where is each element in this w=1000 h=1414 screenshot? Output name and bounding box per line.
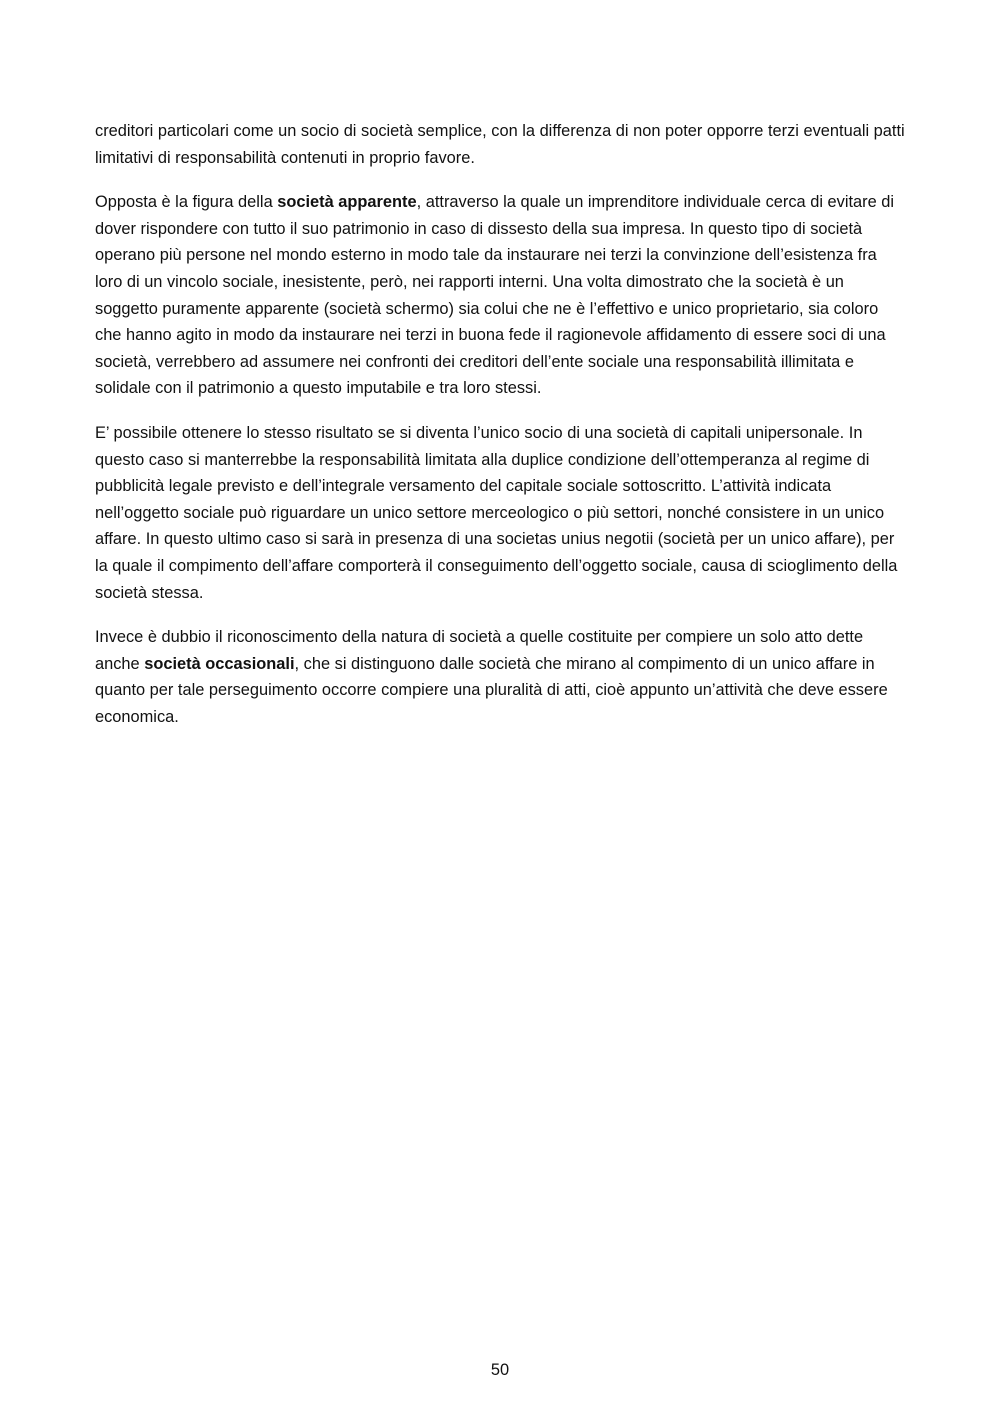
paragraph-text: , che si distinguono dalle società che mirano al compimento di un unico affare in quanto per tale perseguimento occorre compiere una pluralità di atti, cioè appunto un’attività che deve essere economica. <box>95 654 888 726</box>
bold-term-societa-apparente: società apparente <box>277 193 417 212</box>
paragraph-text: E’ possibile ottenere lo stesso risultato se si diventa l’unico socio di una società di capitali unipersonale. In questo caso si manterrebbe la responsabilità limitata alla duplice condizione dell’ottemperanza al regime di pubblicità legale previsto e dell’integrale versamento del capitale sociale sottoscritto. L’attività indicata nell’oggetto sociale può riguardare un unico settore merceologico o più settori, nonché consistere in un unico affare. In questo ultimo caso si sarà in presenza di una societas unius negotii (società per un unico affare), per la quale il compimento dell’affare comporterà il conseguimento dell’oggetto sociale, causa di scioglimento della società stessa. <box>95 423 898 602</box>
bold-term-societa-occasionali: società occasionali <box>144 654 295 673</box>
body-text <box>95 118 907 748</box>
paragraph-text: Opposta è la figura della <box>95 193 278 212</box>
paragraph-text: , attraverso la quale un imprenditore individuale cerca di evitare di dover rispondere con tutto il suo patrimonio in caso di dissesto della sua impresa. In questo tipo di società operano più persone nel mondo esterno in modo tale da instaurare nei terzi la convinzione dell’esistenza fra loro di un vincolo sociale, inesistente, però, nei rapporti interni. Una volta dimostrato che la società è un soggetto puramente apparente (società schermo) sia colui che ne è l’effettivo e unico proprietario, sia coloro che hanno agito in modo da instaurare nei terzi in buona fede il ragionevole affidamento di essere soci di una società, verrebbero ad assumere nei confronti dei creditori dell’ente sociale una responsabilità illimitata e solidale con il patrimonio a questo imputabile e tra loro stessi. <box>95 193 895 398</box>
paragraph-1 <box>95 118 907 171</box>
paragraph-text: creditori particolari come un socio di società semplice, con la differenza di non poter opporre terzi eventuali patti limitativi di responsabilità contenuti in proprio favore. <box>95 122 905 167</box>
paragraph-2 <box>95 189 907 402</box>
page-number: 50 <box>490 1361 510 1379</box>
paragraph-3 <box>95 420 907 606</box>
paragraph-4 <box>95 624 907 730</box>
paragraph-text: Invece è dubbio il riconoscimento della natura di società a quelle costituite per compiere un solo atto dette anche <box>95 628 864 673</box>
